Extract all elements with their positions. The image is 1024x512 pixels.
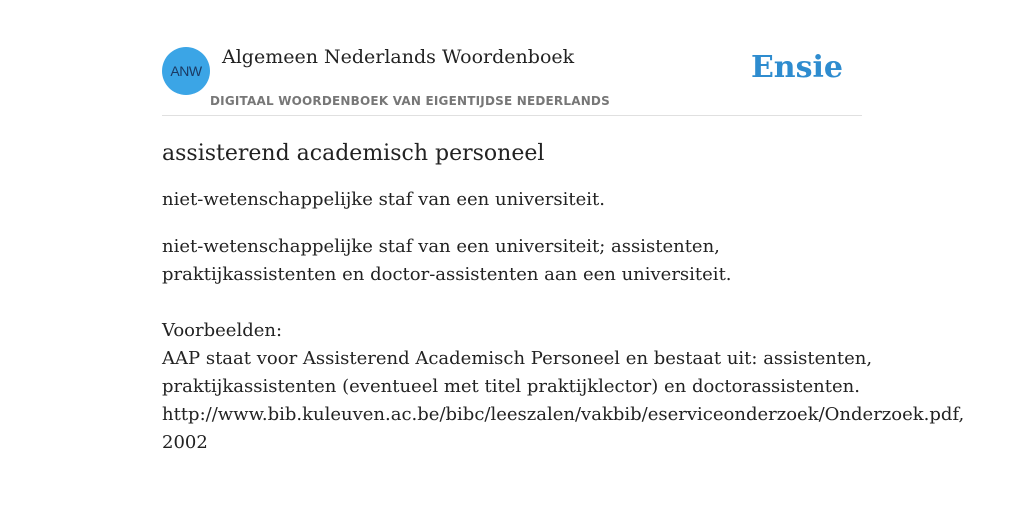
entry-headword: assisterend academisch personeel <box>162 141 545 166</box>
header-divider <box>162 115 862 116</box>
site-subtitle: DIGITAAL WOORDENBOEK VAN EIGENTIJDSE NEDERLANDS <box>210 94 610 108</box>
example-source-url: http://www.bib.kuleuven.ac.be/bibc/leeszalen/vakbib/eserviceonderzoek/Onderzoek.pdf, <box>162 404 965 425</box>
examples-block <box>162 317 965 457</box>
entry-content <box>162 138 965 457</box>
site-title[interactable]: Algemeen Nederlands Woordenboek <box>222 46 575 68</box>
ensie-brand-logo[interactable]: Ensie <box>750 50 843 85</box>
example-source-year: 2002 <box>162 432 208 453</box>
examples-label: Voorbeelden: <box>162 320 283 341</box>
short-definition: niet-wetenschappelijke staf van een universiteit. <box>162 189 605 210</box>
example-text-line: AAP staat voor Assisterend Academisch Personeel en bestaat uit: assistenten, <box>162 348 873 369</box>
logo-text: ANW <box>170 63 202 79</box>
anw-logo[interactable] <box>162 47 210 95</box>
example-text-line: praktijkassistenten (eventueel met titel praktijklector) en doctorassistenten. <box>162 376 860 397</box>
long-definition: niet-wetenschappelijke staf van een universiteit; assistenten, praktijkassistenten en doctor-assistenten aan een universiteit. <box>162 236 732 285</box>
